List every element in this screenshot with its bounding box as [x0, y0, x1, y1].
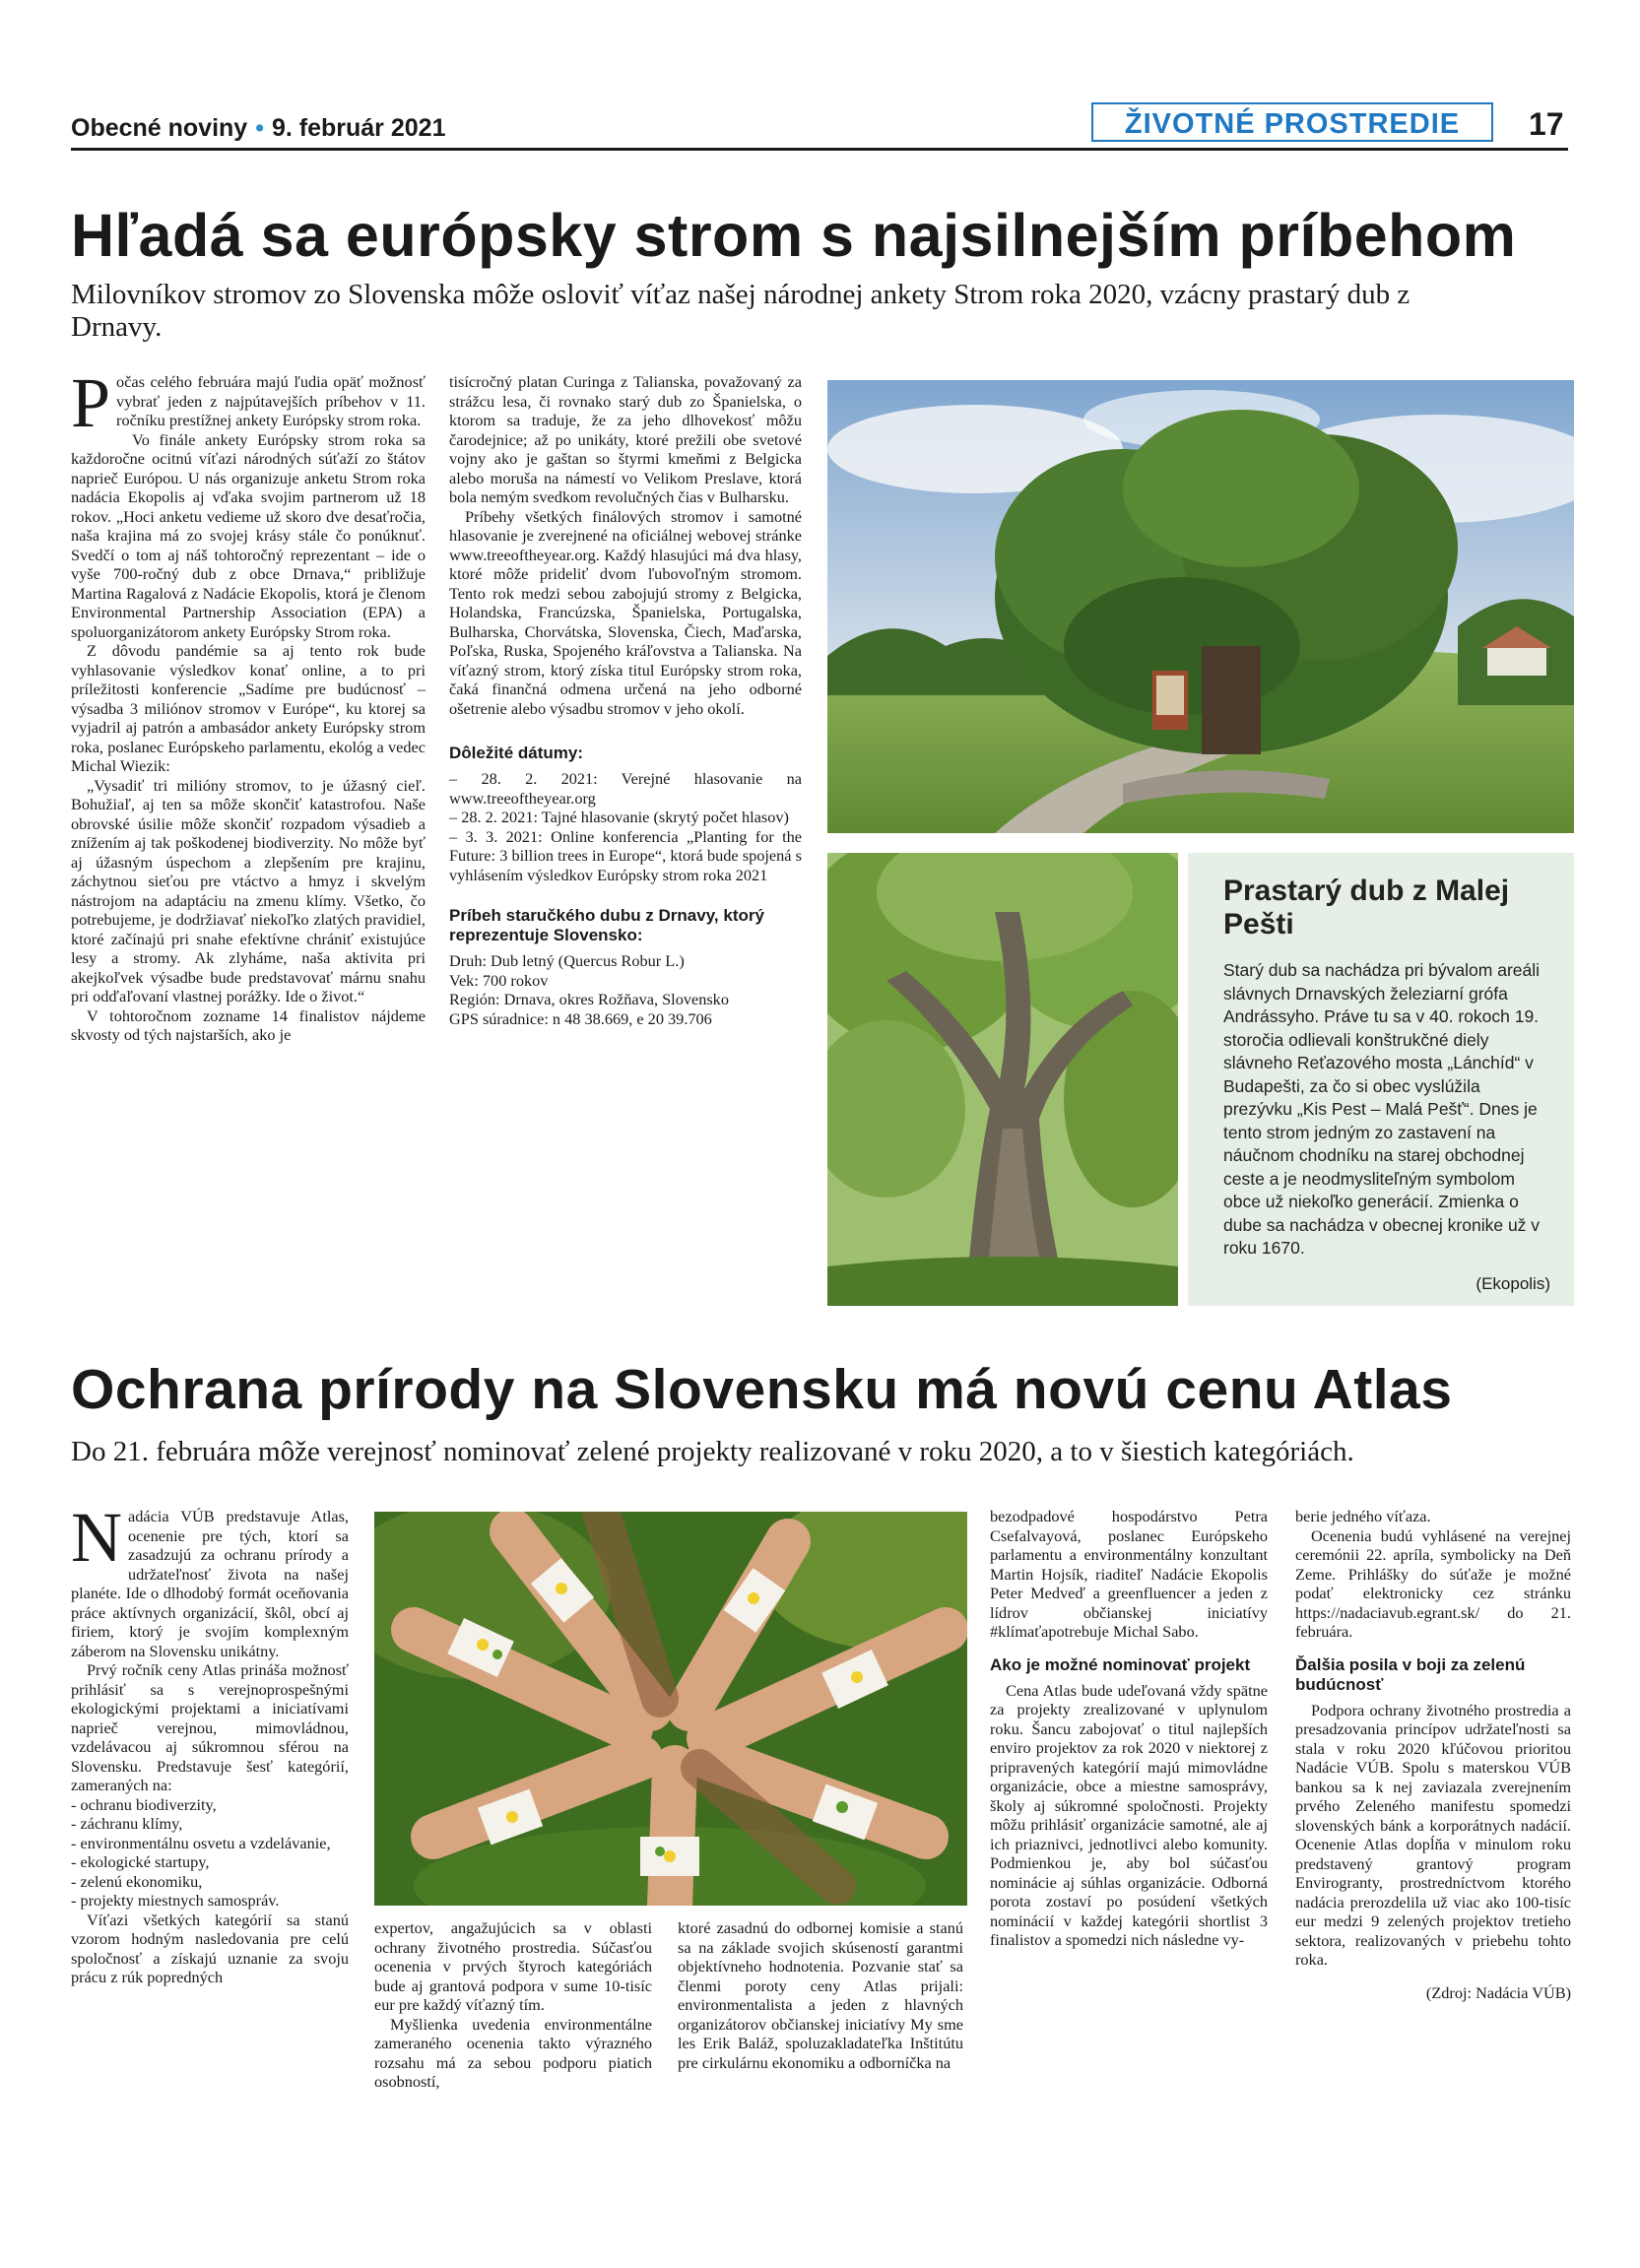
list-item: - zelenú ekonomiku, [71, 1871, 203, 1891]
paragraph: ktoré zasadnú do odbornej komisie a stanú sa na základe svojich skúseností garantmi objektívneho hodnotenia. Pozvanie stať sa členmi poroty ceny Atlas prijali: environmentalista a jeden z hlavných organizátorov občianskej iniciatívy My sme les Erik Baláž, spoluzakladateľka Inštitútu pre cirkulárnu ekonomiku a odborníčka na [678, 1918, 963, 2072]
list-item: – 3. 3. 2021: Online konferencia „Planting for the Future: 3 billion trees in Europe“, ktorá bude spojená s vyhlásením výsledkov Európsky strom roka 2021 [449, 826, 802, 884]
list-item: Región: Drnava, okres Rožňava, Slovensko [449, 990, 729, 1008]
paragraph: Cena Atlas bude udeľovaná vždy spätne za projekty zrealizované v uplynulom roku. Šancu zabojovať o titul najlepších enviro projektov za rok 2020 v niektorej z pripravených kategórií majú mimovládne organizácie, obce a miestne samosprávy, školy aj súkromné spoločnosti. Projekty môžu prihlásiť organizácie samotné, ale aj ich priaznivci, jednotlivci alebo komunity. Podmienkou je, aby bol súčasťou nominácie aj súhlas organizácie. Odborná porota zostaví po posúdení všetkých nominácií v každej kategórii shortlist 3 finalistov a spomedzi nich následne vy- [990, 1680, 1268, 1949]
list-item: – 28. 2. 2021: Verejné hlasovanie na www.treeoftheyear.org [449, 769, 802, 808]
paragraph: Ocenenia budú vyhlásené na verejnej ceremónii 22. apríla, symbolicky na Deň Zeme. Prihlášky do súťaže je možné podať elektronicky cez stránku https://nadaciavub.egrant.sk/ do 21. februára. [1295, 1525, 1571, 1641]
list-item: GPS súradnice: n 48 38.669, e 20 39.706 [449, 1008, 712, 1028]
list-item: - záchranu klímy, [71, 1814, 183, 1833]
paragraph: Vo finále ankety Európsky strom roka sa každoročne ocitnú víťazi národných súťaží zo štátov naprieč Európou. U nás organizuje anketu Strom roka nadácia Ekopolis aj vďaka svojim partnerom už 18 rokov. „Hoci anketu vedieme už skoro dve desaťročia, naša krajina má zo svojej krásy stále čo ponúknuť. Svedčí o tom aj náš tohtoročný reprezentant – ide o vyše 700-ročný dub z obce Drnava,“ približuje Martina Ragalová z Nadácie Ekopolis, ktorá je členom Environmental Partnership Association (EPA) a spoluorganizátorom ankety Európsky Strom roka. [71, 429, 426, 641]
page-number: 17 [1529, 106, 1564, 142]
article2-credit: (Zdroj: Nadácia VÚB) [1425, 1982, 1571, 2002]
list-item: – 28. 2. 2021: Tajné hlasovanie (skrytý počet hlasov) [449, 808, 789, 826]
article2-headline: Ochrana prírody na Slovensku má novú cenu Atlas [71, 1358, 1453, 1421]
dates-list [449, 769, 802, 884]
dates-heading: Dôležité dátumy: [449, 744, 584, 762]
list-item: - environmentálnu osvetu a vzdelávanie, [71, 1833, 331, 1852]
oak-trunk-photo [827, 853, 1178, 1306]
hands-bracelets-photo [374, 1512, 967, 1906]
paragraph: adácia VÚB predstavuje Atlas, ocenenie pre tých, ktorí sa zasadzujú za ochranu prírody a udržateľnosť života na našej planéte. Ide o dlhodobý formát oceňovania práce aktívnych organizácií, škôl, obcí aj firiem, ktorý je svojím komplexným záberom na Slovensku unikátny. [71, 1507, 349, 1660]
paragraph: Príbehy všetkých finálových stromov i samotné hlasovanie je zverejnené na oficiálnej webovej stránke www.treeoftheyear.org. Každý hlasujúci má dva hlasy, ktoré môže prideliť dvom ľubovoľným stromom. Tento rok medzi sebou zabojujú stromy z Belgicka, Holandska, Francúzska, Španielska, Portugalska, Bulharska, Chorvátska, Slovenska, Čiech, Maďarska, Poľska, Ruska, Spojeného kráľovstva a Talianska. Na víťazný strom, ktorý získa titul Európsky strom roka, čaká finančná odmena určená na jeho odborné ošetrenie alebo výsadbu stromov v jeho okolí. [449, 506, 802, 718]
list-item: - ochranu biodiverzity, [71, 1794, 217, 1814]
paragraph: Z dôvodu pandémie sa aj tento rok bude vyhlasovanie výsledkov konať online, a to pri príležitosti konferencie „Sadíme pre budúcnosť – výsadba 3 miliónov stromov v Európe“, ku ktorej sa vyjadril aj patrón a ambasádor ankety Európsky strom roka, poslanec Európskeho parlamentu, ekológ a vedec Michal Wiezik: [71, 641, 426, 775]
categories-list [71, 1795, 349, 1911]
article1-column-1 [71, 363, 426, 1045]
paragraph: Prvý ročník ceny Atlas prináša možnosť prihlásiť sa s verejnoprospešnými ekologickými projektami a iniciatívami naprieč verejnou, mimovládnou, vzdelávacou aj súkromnou sférou na Slovensku. Predstavuje šesť kategórií, zameraných na: [71, 1660, 349, 1794]
paragraph: tisícročný platan Curinga z Talianska, považovaný za strážcu lesa, či rovnako starý dub zo Španielska, o ktorom sa traduje, že za jeho dlhovekosť môžu čarodejnice; až po unikáty, ktoré prežili obe svetové vojny ako je gaštan so štyrmi kmeňmi z Belgicka alebo moruša na námestí vo Velikom Preslave, ktorá bola nemým svedkom revolučných čias v Bulharsku. [449, 372, 802, 506]
oak-landscape-photo [827, 380, 1574, 833]
article2-column-2 [374, 1918, 652, 2092]
running-header [71, 114, 445, 143]
sidebar-text: Starý dub sa nachádza pri bývalom areáli slávnych Drnavských železiarní grófa Andrássyho. Práve tu sa v 40. rokoch 19. storočia odlievali konštrukčné diely slávneho Reťazového mosta „Lánchíd“ v Budapešti, za čo si obec vyslúžila prezývku „Kis Pest – Malá Pešť“. Dnes je tento strom jedným zo zastavení na náučnom chodníku na starej obchodnej ceste a je neodmysliteľným symbolom obce už niekoľko generácií. Zmienka o dube sa nachádza v obecnej kronike už v roku 1670. [1223, 960, 1541, 1258]
list-item: - projekty miestnych samospráv. [71, 1891, 280, 1910]
list-item: - ekologické startupy, [71, 1852, 210, 1871]
article1-deck: Milovníkov stromov zo Slovenska môže osloviť víťaz našej národnej ankety Strom roka 2020, vzácny prastarý dub z Drnavy. [71, 279, 1410, 343]
article2-deck: Do 21. februára môže verejnosť nominovať zelené projekty realizované v roku 2020, a to v šiestich kategóriách. [71, 1436, 1354, 1467]
nomination-heading: Ako je možné nominovať projekt [990, 1654, 1251, 1674]
list-item: Druh: Dub letný (Quercus Robur L.) [449, 951, 685, 970]
header-rule [71, 148, 1568, 151]
publication-name: Obecné noviny [71, 114, 248, 142]
oak-facts-list [449, 951, 802, 1028]
sidebar-credit: (Ekopolis) [1476, 1273, 1550, 1293]
paragraph: berie jedného víťaza. [1295, 1507, 1431, 1525]
green-future-heading: Ďalšia posila v boji za zelenú budúcnosť [1295, 1654, 1526, 1694]
paragraph: expertov, angažujúcich sa v oblasti ochrany životného prostredia. Súčasťou ocenenia v prvých štyroch kategóriách bude aj grantová podpora v sume 10-tisíc eur pre každý víťazný tím. [374, 1918, 652, 2014]
article1-column-2 [449, 372, 802, 1028]
list-item: Vek: 700 rokov [449, 970, 549, 990]
section-label: ŽIVOTNÉ PROSTREDIE [1091, 102, 1493, 142]
article2-column-1 [71, 1498, 349, 1987]
article1-dropcap: P [71, 363, 111, 442]
paragraph: Podpora ochrany životného prostredia a presadzovania princípov udržateľnosti sa stala v roku 2020 kľúčovou prioritou Nadácie VÚB. Spolu s materskou VÚB bankou sa k nej zaviazala zverejnením prvého Zeleného manifestu spomedzi slovenských bánk a korporátnych nadácií. Ocenenie Atlas dopĺňa v minulom roku predstavený grantový program Envirogranty, prostredníctvom ktorého nadácia prerozdelila už viac ako 100-tisíc eur medzi 9 zelených projektov tretieho sektora, realizovaných v priebehu tohto roka. [1295, 1700, 1571, 1969]
paragraph: očas celého februára majú ľudia opäť možnosť vybrať jeden z najpútavejších príbehov v 11. ročníku prestížnej ankety Európsky strom roka. [116, 372, 426, 429]
sidebar-box [1188, 853, 1574, 1306]
paragraph: Myšlienka uvedenia environmentálne zameraného ocenenia takto výrazného rozsahu má za sebou podporu piatich osobností, [374, 2014, 652, 2091]
article2-column-4 [990, 1507, 1268, 1950]
paragraph: V tohtoročnom zozname 14 finalistov nájdeme skvosty od tých najstarších, ako je [71, 1005, 426, 1044]
issue-date: 9. február 2021 [271, 114, 446, 142]
separator-dot: • [255, 114, 264, 142]
quote-paragraph: „Vysadiť tri milióny stromov, to je úžasný cieľ. Bohužiaľ, aj ten sa môže skončiť katastrofou. Naše obrovské úsilie môže skončiť rozpadom výsadieb a znížením aj tak poškodenej biodiverzity. No môže byť aj úžasným úspechom a zlepšením pre krajinu, záchytnou sieťou pre vtáctvo a hmyz i skvelým nástrojom na adaptáciu na zmenu klímy. Všetko, čo potrebujeme, je dodržiavať niekoľko zlatých pravidiel, ktoré začínajú pri snahe efektívne chrániť existujúce lesy a stromy. Ak zlyháme, naša aktivita pri akejkoľvek výsadbe bude predstavovať márnu snahu pri odďaľovaní vlastnej porážky. Ide o život.“ [71, 775, 426, 1005]
article1-headline: Hľadá sa európsky strom s najsilnejším príbehom [71, 202, 1517, 269]
paragraph: Víťazi všetkých kategórií sa stanú vzorom hodným nasledovania pre celú spoločnosť a získajú uznanie za svoju prácu z rúk popredných [71, 1910, 349, 1986]
paragraph: bezodpadové hospodárstvo Petra Csefalvayová, poslanec Európskeho parlamentu a environmentálny konzultant Martin Hojsík, riaditeľ Nadácie Ekopolis Peter Medveď a greenfluencer a jeden z lídrov občianskej iniciatívy #klímaťapotrebuje Michal Sabo. [990, 1507, 1268, 1641]
sidebar-title: Prastarý dub z Malej Pešti [1223, 875, 1510, 940]
article2-dropcap: N [71, 1498, 122, 1577]
oak-story-heading: Príbeh staručkého dubu z Drnavy, ktorý reprezentuje Slovensko: [449, 906, 764, 944]
article2-column-5 [1295, 1507, 1571, 2002]
article2-column-3 [678, 1918, 963, 2072]
